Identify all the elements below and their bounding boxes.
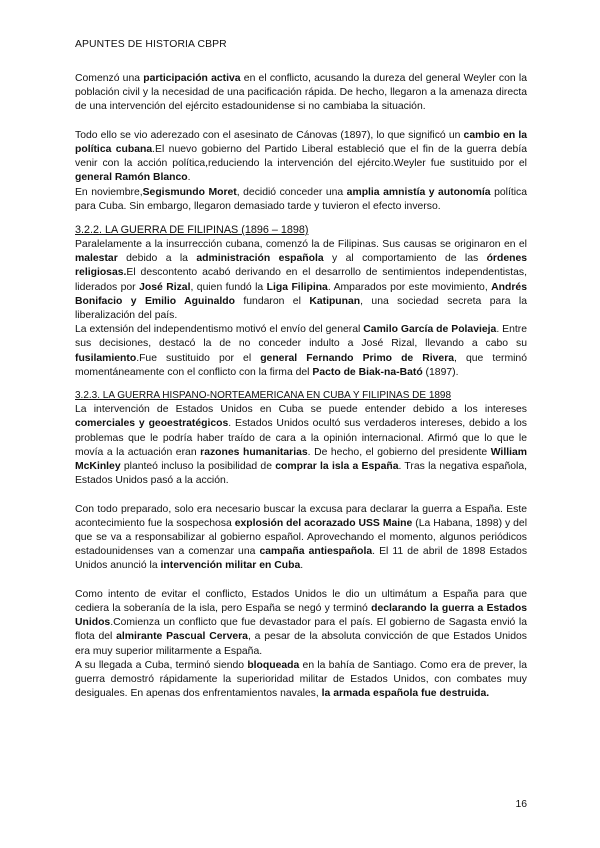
- page-number: 16: [515, 799, 527, 810]
- text-run: El descontento acabó derivando en el desarrollo de sentimientos independentistas, liderados por: [75, 267, 527, 293]
- paragraph: [75, 588, 527, 659]
- text-run: , decidió conceder una: [236, 186, 347, 198]
- text-run: fundaron el: [234, 295, 310, 307]
- text-run: , una sociedad secreta para la liberalización del país.: [75, 295, 527, 322]
- paragraph: [75, 129, 527, 186]
- text-run: en el conflicto, acusando la dureza del general Weyler con la población civil y la necesidad de una pacificación rápida. De hecho, llegaron a la amenaza directa de una intervención del ejército estadounidense si no cambiaba la situación.: [75, 73, 527, 113]
- bold-text: Pacto de Biak-na-Bató: [312, 366, 423, 378]
- paragraph: [75, 238, 527, 323]
- paragraph: [75, 503, 527, 574]
- bold-text: Liga Filipina: [266, 281, 328, 293]
- text-run: Todo ello se vio aderezado con el asesinato de Cánovas (1897), lo que significó un: [75, 129, 464, 141]
- bold-text: la armada española fue destruida.: [321, 688, 490, 700]
- bold-text: cambio en la política cubana: [75, 129, 528, 155]
- text-run: política para Cuba. Sin embargo, llegaron demasiado tarde y tuvieron el efecto inverso.: [75, 186, 528, 212]
- text-run: . De hecho, el gobierno del presidente: [307, 446, 491, 458]
- text-run: . El 11 de abril de 1898 Estados Unidos anunció la: [75, 546, 528, 572]
- bold-text: administración española: [196, 253, 324, 265]
- text-run: .Comienza un conflicto que fue devastador para el país. El gobierno de Sagasta envió la flota del: [75, 617, 527, 643]
- text-run: debido a la: [117, 253, 197, 265]
- paragraph: [75, 403, 527, 488]
- bold-text: bloqueada: [247, 659, 300, 671]
- text-run: .: [300, 560, 304, 572]
- text-run: . Amparados por este movimiento,: [327, 281, 492, 293]
- section-heading: 3.2.2. LA GUERRA DE FILIPINAS (1896 – 1898): [75, 224, 309, 237]
- bold-text: comprar la isla a España: [275, 461, 399, 473]
- document-body: [75, 72, 527, 701]
- text-run: En noviembre,: [75, 186, 143, 198]
- bold-text: general Fernando Primo de Rivera: [260, 352, 455, 364]
- text-run: , que terminó momentáneamente con el conflicto con la firma del: [75, 352, 527, 378]
- bold-text: general Ramón Blanco: [75, 172, 188, 184]
- text-run: . Entre sus decisiones, destacó la de no conceder indulto a José Rizal, llevando a cabo su: [75, 324, 528, 350]
- text-run: .El nuevo gobierno del Partido Liberal estableció que el fin de la guerra debía venir con la acción política,reduciendo la intervención del ejército.Weyler fue sustituido por el: [75, 144, 527, 170]
- bold-text: intervención militar en Cuba: [160, 560, 301, 572]
- bold-text: William McKinley: [75, 446, 527, 473]
- paragraph: [75, 186, 527, 214]
- bold-text: Katipunan: [309, 295, 361, 307]
- text-run: . Estados Unidos ocultó sus verdaderos intereses, debido a los problemas que le podría haber traído de cara a la opinión internacional. Afirmó que lo que le movía a la actuación eran: [75, 418, 527, 458]
- document-header: APUNTES DE HISTORIA CBPR: [75, 39, 227, 50]
- text-run: en la bahía de Santiago. Como era de prever, la guerra demostró rápidamente la superioridad militar de Estados Unidos, con combates muy desiguales. En apenas dos enfrentamientos navales,: [75, 659, 527, 700]
- bold-text: comerciales y geoestratégicos: [75, 418, 229, 430]
- text-run: La extensión del independentismo motivó el envío del general: [75, 324, 364, 336]
- text-run: (La Habana, 1898) y del que se va a responsabilizar al gobierno español. Aprovechando el momento, algunos periódicos estadounidenses van a comenzar una: [75, 517, 528, 558]
- text-run: planteó incluso la posibilidad de: [120, 461, 276, 473]
- text-run: Como intento de evitar el conflicto, Estados Unidos le dio un ultimátum a España para que cediera la soberanía de la isla, pero España se negó y terminó: [75, 588, 527, 615]
- bold-text: campaña antiespañola: [259, 546, 373, 558]
- bold-text: razones humanitarias: [200, 446, 308, 458]
- bold-text: malestar: [75, 253, 118, 265]
- bold-text: Camilo García de Polavieja: [363, 324, 497, 336]
- text-run: , quien fundó la: [190, 281, 267, 293]
- text-run: . Tras la negativa española, Estados Unidos pasó a la acción.: [75, 461, 527, 487]
- bold-text: Segismundo Moret: [142, 186, 237, 198]
- bold-text: José Rizal: [139, 281, 191, 293]
- text-run: , a pesar de la absoluta convicción de que Estados Unidos era muy superior militarmente a España.: [75, 631, 527, 657]
- bold-text: almirante Pascual Cervera: [116, 631, 248, 643]
- bold-text: explosión del acorazado USS Maine: [234, 517, 413, 529]
- bold-text: órdenes religiosas.: [75, 253, 527, 279]
- text-run: Con todo preparado, solo era necesario buscar la excusa para declarar la guerra a España. Este acontecimiento fue la sospechosa: [75, 503, 527, 529]
- bold-text: amplia amnistía y autonomía: [346, 186, 491, 198]
- text-run: (1897).: [422, 366, 459, 378]
- text-run: .: [187, 172, 191, 184]
- text-run: Paralelamente a la insurrección cubana, comenzó la de Filipinas. Sus causas se originaron en el: [75, 239, 527, 251]
- text-run: La intervención de Estados Unidos en Cuba se puede entender debido a los intereses: [75, 404, 527, 416]
- section-heading: 3.2.3. LA GUERRA HISPANO-NORTEAMERICANA EN CUBA Y FILIPINAS DE 1898: [75, 390, 452, 402]
- bold-text: declarando la guerra a Estados Unidos: [75, 603, 527, 629]
- text-run: .Fue sustituido por el: [136, 352, 261, 364]
- paragraph: [75, 323, 527, 380]
- text-run: y al comportamiento de las: [323, 253, 487, 265]
- text-run: A su llegada a Cuba, terminó siendo: [75, 659, 248, 671]
- text-run: Comenzó una: [75, 73, 144, 84]
- bold-text: fusilamiento: [75, 352, 137, 364]
- paragraph: [75, 659, 527, 702]
- bold-text: Andrés Bonifacio y Emilio Aguinaldo: [75, 281, 527, 307]
- paragraph: [75, 72, 527, 115]
- bold-text: participación activa: [143, 73, 241, 84]
